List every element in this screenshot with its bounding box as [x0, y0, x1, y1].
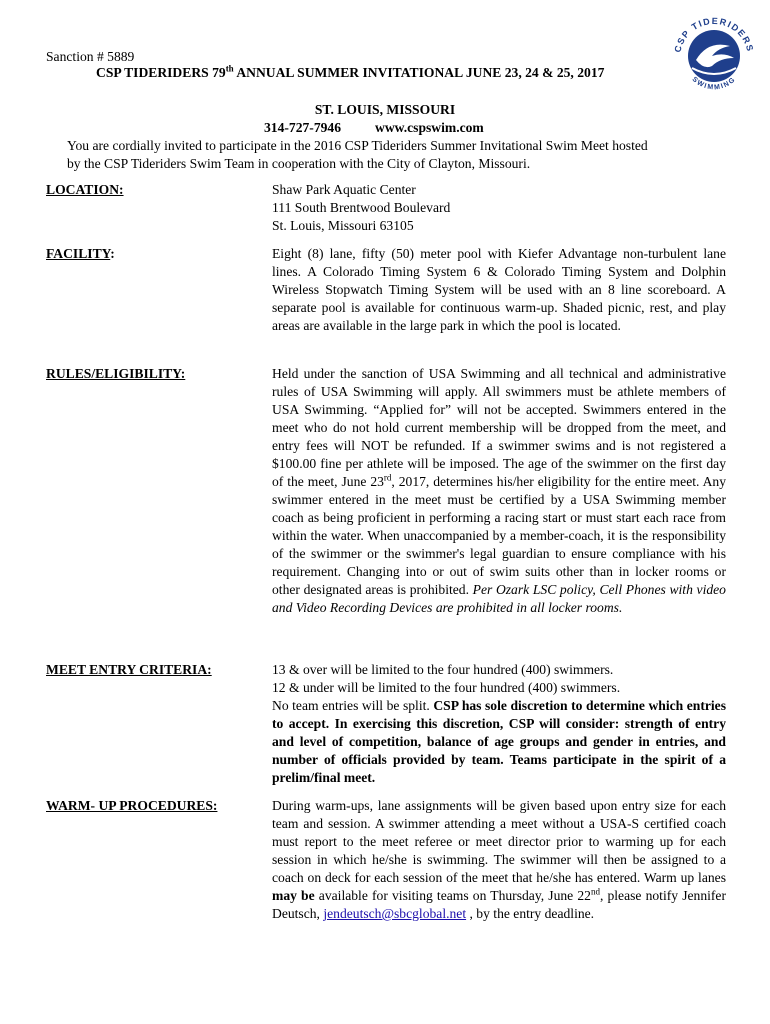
entry-discretion-text: CSP has sole discretion to determine which entries to accept. In exercising this discretion, CSP will consider: strength of entry and level of competition, balance of age groups and gender in entries, and number of officials provided by team. Teams participate in the spirit of a prelim/final meet. [272, 698, 726, 785]
logo-text-top: CSP TIDERIDERS [672, 15, 756, 54]
entry-split-text: No team entries will be split. [272, 698, 434, 713]
facility-label-colon: : [110, 246, 115, 261]
meet-title [96, 64, 604, 82]
invitation-text [67, 137, 727, 173]
locker-room-policy: Per Ozark LSC policy, Cell Phones with video and Video Recording Devices are prohibited in all locker rooms. [272, 582, 726, 615]
warmup-text-1: During warm-ups, lane assignments will be given based upon entry size for each team and session. A swimmer attending a meet without a USA-S certified coach must report to the meet referee or meet director prior to warming up for each session in which he/she is swimming. The swimmer will then be assigned to a coach on deck for each session of the meet that he/she has entered. Warm up lanes [272, 798, 726, 885]
location-street: 111 South Brentwood Boulevard [272, 200, 451, 215]
facility-label-text: FACILITY [46, 246, 111, 261]
location-body [272, 181, 726, 235]
intro-line-1: You are cordially invited to participate in the 2016 CSP Tideriders Summer Invitational Swim Meet hosted [67, 138, 648, 153]
entry-limit-13-over: 13 & over will be limited to the four hundred (400) swimmers. [272, 662, 614, 677]
rules-superscript: rd [383, 472, 392, 483]
rules-body [272, 365, 726, 617]
website: www.cspswim.com [375, 120, 484, 135]
sanction-number: Sanction # 5889 [46, 49, 135, 64]
warmup-superscript: nd [590, 886, 600, 897]
rules-text-1: Held under the sanction of USA Swimming and all technical and administrative rules of USA Swimming will apply. All swimmers must be athlete members of USA Swimming. “Applied for” will not be accepted. Swimmers entered in the meet who do not hold current membership will be dropped from the meet, and entry fees will NOT be refunded. If a swimmer swims and is not registered a $100.00 fine per athlete will be imposed. The age of the swimmer on the first day of the meet, June 23 [272, 366, 726, 489]
contact-line [264, 119, 484, 137]
rules-text-2: , 2017, determines his/her eligibility for the entire meet. Any swimmer entered in the meet must be certified by a USA Swimming member coach as being proficient in performing a racing start or must start each race from within the water. When unaccompanied by a member-coach, it is the responsibility of the swimmer or the swimmer's legal guardian to ensure compliance with his requirement. Changing into or out of swim suits other than in locker rooms or other designated areas is prohibited. [272, 474, 726, 597]
csp-tideriders-logo [668, 10, 760, 102]
warmup-text-3: , please notify Jennifer Deutsch, [272, 888, 726, 921]
location-label: LOCATION: [46, 182, 124, 197]
facility-body: Eight (8) lane, fifty (50) meter pool with Kiefer Advantage non-turbulent lane lines. A Colorado Timing System 6 & Colorado Timing System and Dolphin Wireless Stopwatch Timing System will be used with an 8 line scoreboard. A separate pool is available for continuous warm-up. Shaded picnic, rest, and play areas are available in the large park in which the pool is located. [272, 246, 726, 333]
warmup-may-be: may be [272, 888, 315, 903]
location-venue: Shaw Park Aquatic Center [272, 182, 416, 197]
meet-city: ST. LOUIS, MISSOURI [314, 102, 456, 117]
intro-line-2: by the CSP Tideriders Swim Team in cooperation with the City of Clayton, Missouri. [67, 156, 531, 171]
warmup-body [272, 797, 726, 923]
warmup-label: WARM- UP PROCEDURES: [46, 798, 218, 813]
email-link[interactable]: jendeutsch@sbcglobal.net [323, 906, 467, 921]
entry-criteria-label: MEET ENTRY CRITERIA: [46, 662, 212, 677]
logo-text-bottom: SWIMMING [690, 75, 738, 92]
logo-graphic [668, 10, 760, 102]
warmup-text-4: , by the entry deadline. [466, 906, 595, 921]
location-city: St. Louis, Missouri 63105 [272, 218, 414, 233]
title-main: CSP TIDERIDERS 79 [96, 65, 226, 80]
phone-number: 314-727-7946 [264, 120, 342, 135]
title-dates: ANNUAL SUMMER INVITATIONAL JUNE 23, 24 & 25, 2017 [233, 65, 605, 80]
title-superscript: th [225, 63, 234, 74]
rules-label: RULES/ELIGIBILITY: [46, 366, 186, 381]
warmup-text-2: available for visiting teams on Thursday, June 22 [314, 888, 591, 903]
facility-label [46, 245, 115, 263]
entry-limit-12-under: 12 & under will be limited to the four hundred (400) swimmers. [272, 680, 621, 695]
entry-criteria-body [272, 661, 726, 787]
